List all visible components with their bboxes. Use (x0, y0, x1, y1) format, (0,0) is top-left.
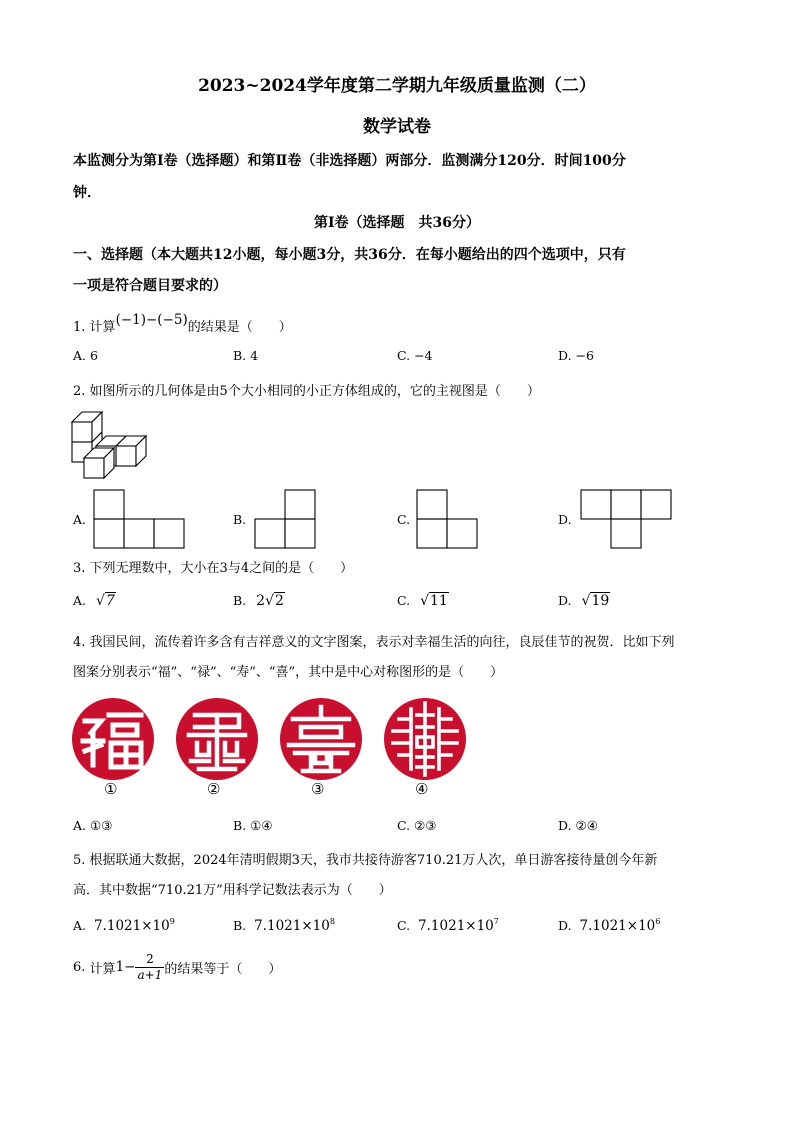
fraction (135, 952, 164, 983)
question-prefix: 计算 (89, 961, 116, 977)
radicand: 19 (591, 593, 610, 609)
q5-option-d[interactable] (558, 917, 660, 934)
figure-label-1: ① (104, 780, 118, 798)
option-letter: A. (73, 348, 87, 363)
shou-character-emblem (279, 697, 363, 781)
option-mantissa: 7.1021×10 (93, 918, 170, 934)
question-text: 根据联通大数据，2024年清明假期3天，我市共接待游客710.21万人次，单日游客接待量创今年新 (89, 853, 658, 868)
option-letter: D. (558, 818, 572, 833)
option-text: −4 (414, 348, 433, 363)
option-exponent: 8 (329, 917, 335, 926)
option-letter: C. (397, 818, 411, 833)
option-letter: D. (558, 918, 572, 933)
sqrt-expression (256, 593, 285, 609)
radical-sign: √ (96, 593, 105, 609)
question-prefix: 计算 (89, 320, 116, 335)
section-heading-line-2: 一项是符合题目要求的） (73, 278, 227, 294)
question-suffix: 的结果等于（ ） (164, 961, 282, 977)
figure-label-3: ③ (311, 780, 325, 798)
question-text: 下列无理数中，大小在3与4之间的是（ ） (89, 561, 354, 576)
question-number: 1. (73, 320, 86, 335)
sqrt-coefficient: 2 (256, 593, 266, 609)
sqrt-expression (420, 593, 449, 609)
q1-option-d[interactable] (558, 348, 594, 363)
q4-option-b[interactable] (233, 818, 273, 833)
question-1 (73, 312, 292, 335)
question-number: 5. (73, 853, 86, 868)
q3-option-c[interactable] (397, 593, 449, 609)
section-heading-line-1: 一、选择题（本大题共12小题，每小题3分，共36分．在每小题给出的四个选项中，只有 (73, 247, 626, 263)
option-letter: C. (397, 918, 411, 933)
option-text: ①③ (90, 818, 113, 833)
option-letter: B. (233, 918, 247, 933)
q4-option-a[interactable] (73, 818, 112, 833)
q3-option-b[interactable] (233, 593, 285, 609)
intro-line-1: 本监测分为第Ⅰ卷（选择题）和第Ⅱ卷（非选择题）两部分．监测满分120分．时间100分 (73, 153, 626, 169)
q1-option-b[interactable] (233, 348, 258, 363)
option-text: ②④ (575, 818, 598, 833)
option-letter: A. (73, 593, 87, 608)
question-number: 6. (73, 959, 86, 975)
question-5-line-2: 高．其中数据“710.21万”用科学记数法表示为（ ） (73, 883, 392, 898)
option-letter: B. (233, 593, 247, 608)
option-text: 6 (90, 348, 98, 363)
q1-option-a[interactable] (73, 348, 98, 363)
q2-option-c-view[interactable] (416, 489, 478, 549)
q4-option-d[interactable] (558, 818, 598, 833)
lu-character-emblem (175, 697, 259, 781)
option-text: 4 (250, 348, 259, 363)
option-exponent: 7 (493, 917, 499, 926)
q2-option-b-label[interactable]: B. (233, 512, 247, 527)
fu-character-emblem (71, 697, 155, 781)
page-title: 2023~2024学年度第二学期九年级质量监测（二） (198, 76, 596, 96)
geometric-solid-figure (70, 410, 156, 480)
q5-option-c[interactable] (397, 917, 499, 934)
q2-option-d-view[interactable] (580, 489, 672, 549)
q2-option-a-label[interactable]: A. (73, 512, 87, 527)
question-number: 4. (73, 635, 86, 650)
figure-label-4: ④ (415, 780, 429, 798)
math-expression: (−1)−(−5) (115, 312, 188, 328)
xi-character-emblem (383, 697, 467, 781)
question-number: 2. (73, 384, 86, 399)
q3-option-a[interactable] (73, 593, 116, 609)
option-mantissa: 7.1021×10 (418, 918, 494, 934)
question-suffix: 的结果是（ ） (187, 320, 292, 335)
option-letter: D. (558, 348, 572, 363)
q4-option-c[interactable] (397, 818, 437, 833)
question-text: 我国民间，流传着许多含有吉祥意义的文字图案，表示对幸福生活的向往，良辰佳节的祝贺．比如下列 (89, 635, 675, 650)
page-subtitle: 数学试卷 (363, 117, 431, 137)
radicand: 2 (275, 593, 284, 609)
q2-option-b-view[interactable] (254, 489, 316, 549)
question-2 (73, 380, 540, 399)
q5-option-b[interactable] (233, 917, 335, 934)
option-letter: C. (397, 593, 411, 608)
radical-sign: √ (265, 593, 274, 609)
q1-option-c[interactable] (397, 348, 433, 363)
question-3 (73, 557, 353, 576)
question-number: 3. (73, 561, 86, 576)
option-letter: D. (558, 593, 572, 608)
q2-option-a-view[interactable] (93, 489, 185, 549)
option-letter: C. (397, 348, 411, 363)
option-mantissa: 7.1021×10 (579, 918, 656, 934)
option-letter: B. (233, 818, 247, 833)
expression-lead: 1− (115, 959, 136, 975)
question-text: 如图所示的几何体是由5个大小相同的小正方体组成的，它的主视图是（ ） (89, 384, 540, 399)
q5-option-a[interactable] (73, 917, 175, 934)
question-5-line-1 (73, 849, 657, 868)
option-letter: B. (233, 348, 247, 363)
q2-option-c-label[interactable]: C. (397, 512, 411, 527)
sqrt-expression (582, 593, 611, 609)
question-4-line-1 (73, 631, 675, 650)
radical-sign: √ (420, 593, 429, 609)
radicand: 11 (430, 593, 448, 609)
radicand: 7 (105, 593, 115, 609)
option-letter: A. (73, 818, 87, 833)
part-title: 第Ⅰ卷（选择题 共36分） (313, 215, 481, 231)
radical-sign: √ (581, 593, 591, 609)
figure-label-2: ② (207, 780, 221, 798)
option-text: ①④ (250, 818, 273, 833)
question-6 (73, 945, 281, 989)
fraction-numerator: 2 (135, 952, 164, 968)
q3-option-d[interactable] (558, 593, 610, 609)
option-exponent: 9 (169, 917, 175, 926)
option-text: ②③ (414, 818, 437, 833)
q2-option-d-label[interactable]: D. (558, 512, 572, 527)
option-text: −6 (575, 348, 594, 363)
option-exponent: 6 (655, 917, 661, 926)
intro-line-2: 钟． (73, 185, 101, 201)
sqrt-expression (96, 593, 116, 609)
question-4-line-2: 图案分别表示“福”、“禄”、“寿”、“喜”，其中是中心对称图形的是（ ） (73, 665, 504, 680)
option-mantissa: 7.1021×10 (254, 918, 330, 934)
fraction-denominator: a+1 (137, 967, 163, 982)
option-letter: A. (73, 918, 87, 933)
